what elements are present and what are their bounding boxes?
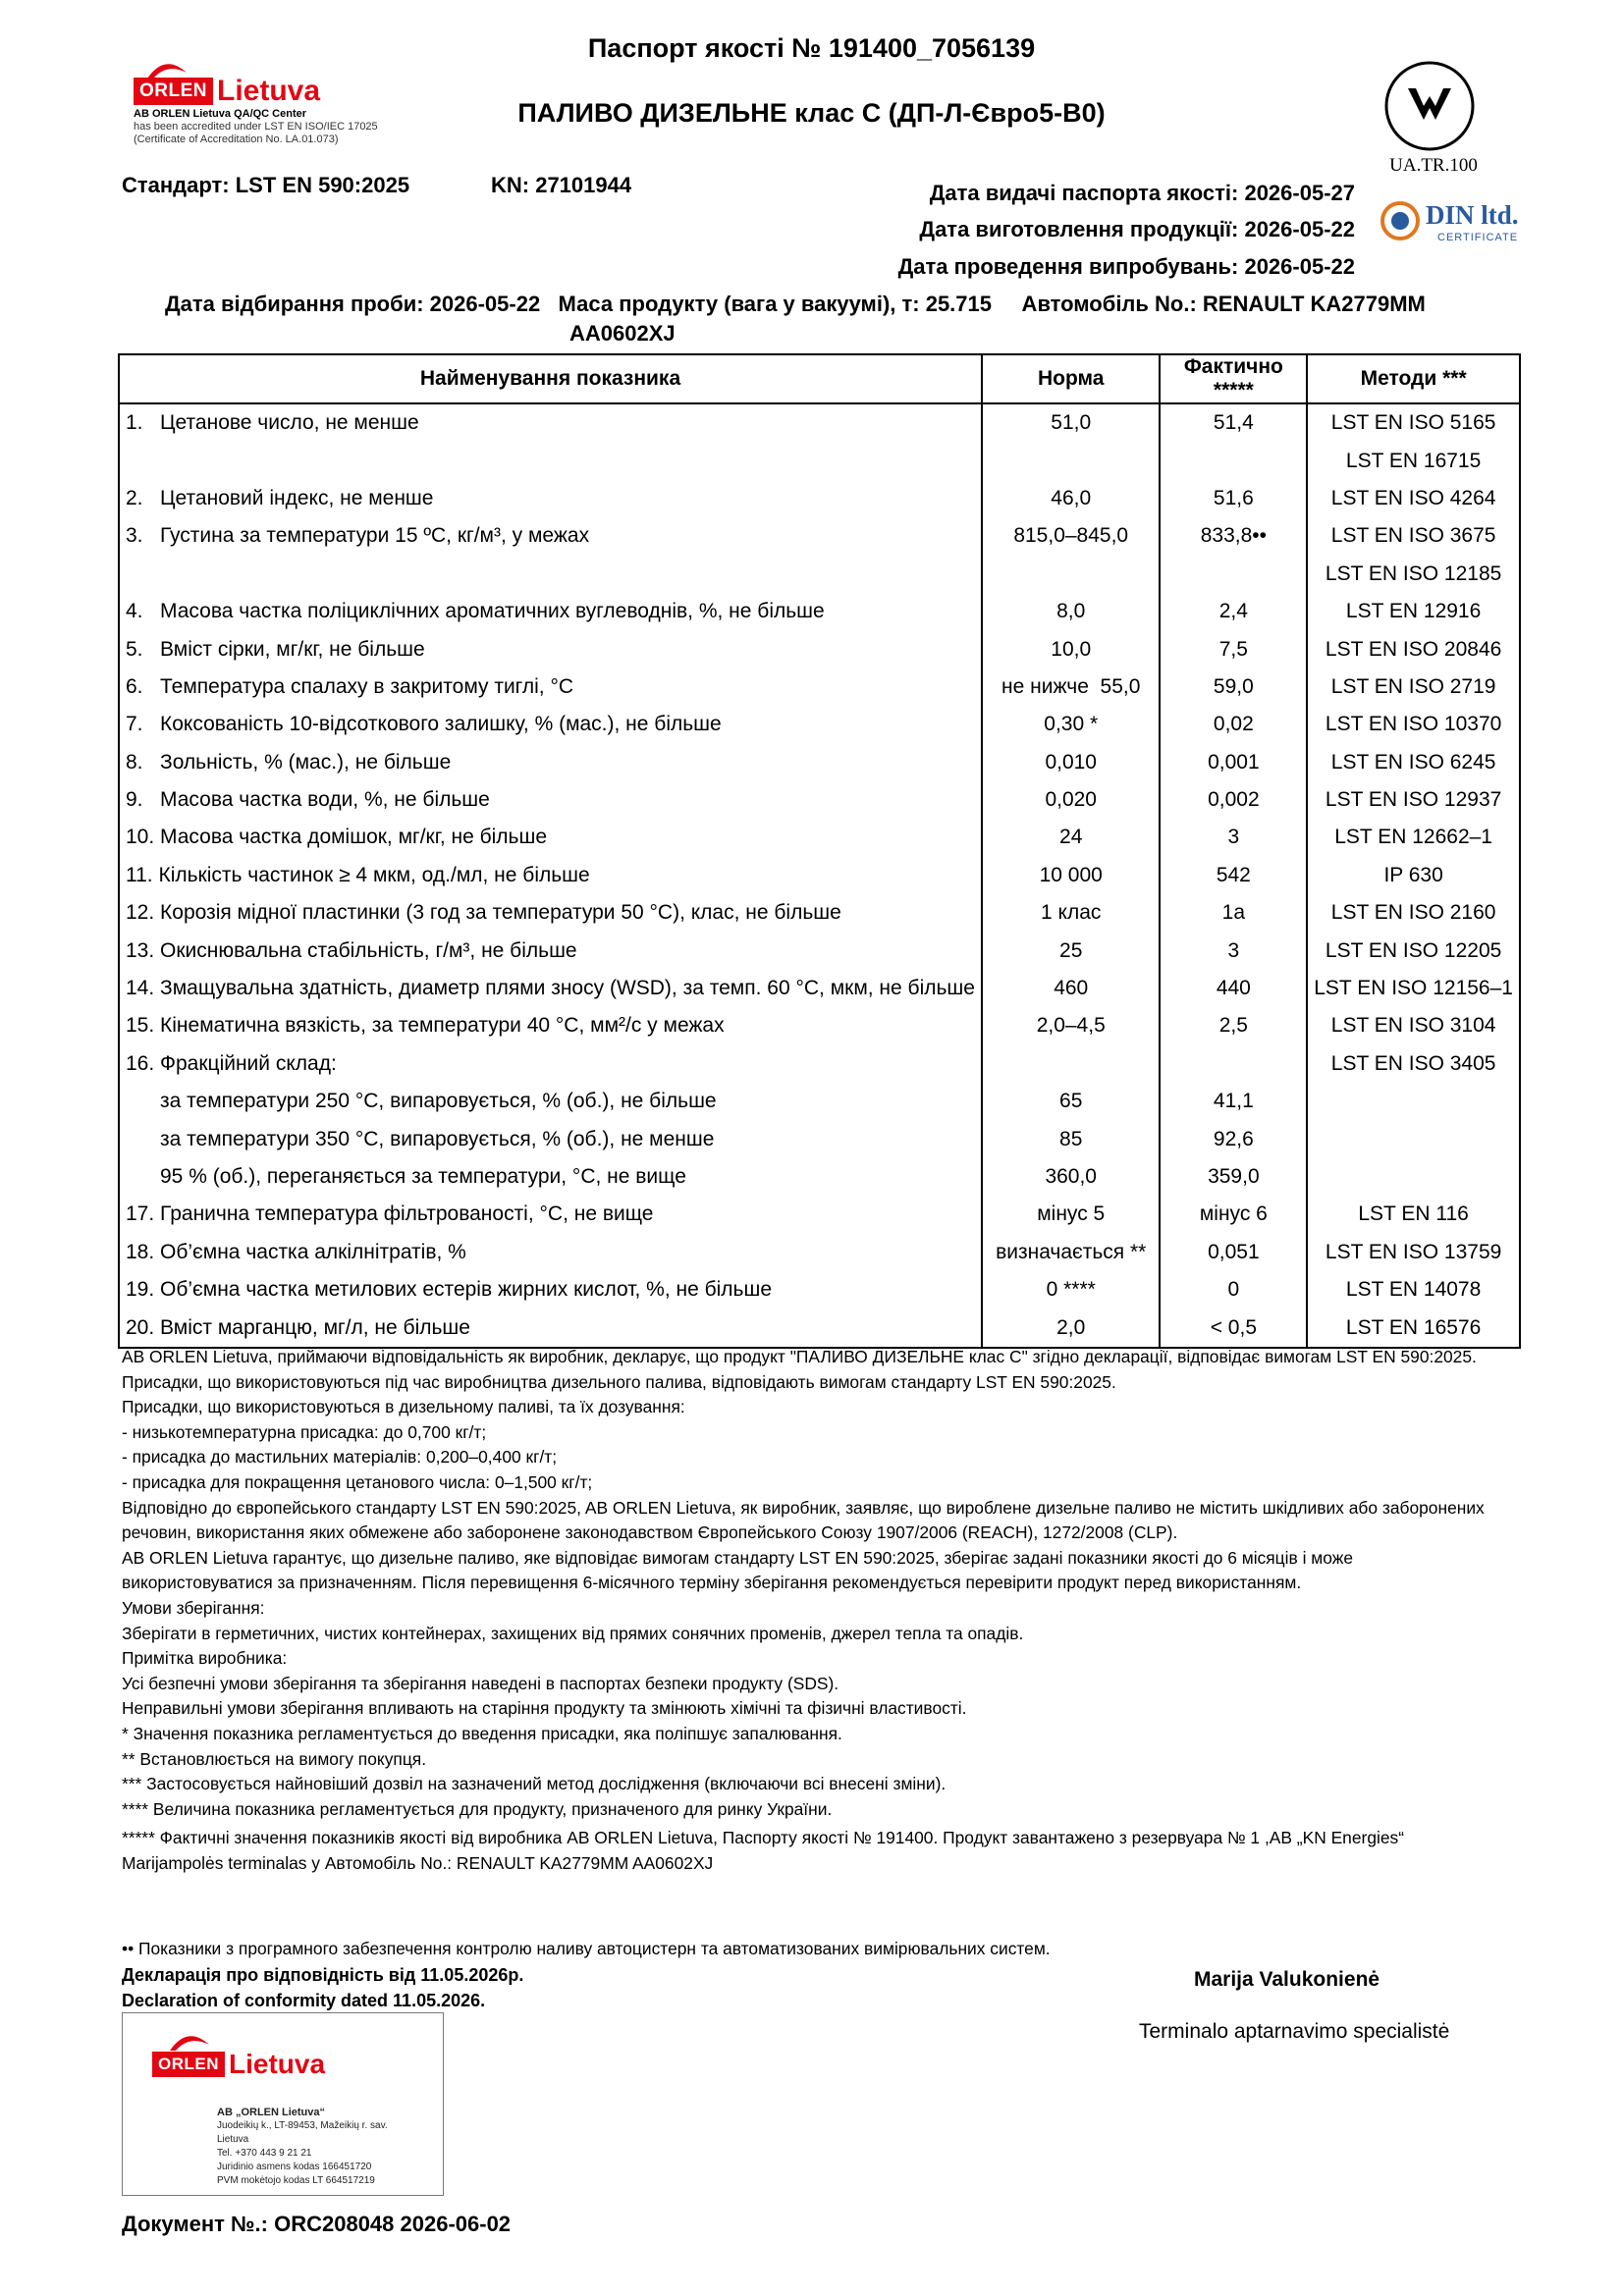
cell-parameter-name: 6. Температура спалаху в закритому тиглі, °C	[119, 668, 982, 706]
column-header-name: Найменування показника	[119, 354, 982, 403]
stamp-address-line: PVM mokėtojo kodas LT 664517219	[217, 2175, 375, 2186]
cell-method: LST EN ISO 3405	[1307, 1045, 1520, 1083]
cell-method: LST EN 12662–1	[1307, 819, 1520, 856]
column-header-actual: Фактично *****	[1160, 354, 1307, 403]
table-row	[119, 819, 1520, 856]
note-line: Присадки, що використовуються в дизельному паливі, та їх дозування:	[122, 1397, 685, 1417]
table-row	[119, 1158, 1520, 1196]
cell-actual: 51,4	[1160, 403, 1307, 442]
din-label: DIN ltd.	[1426, 200, 1519, 230]
cell-parameter-name: 2. Цетановий індекс, не менше	[119, 480, 982, 517]
note-line: - присадка для покращення цетанового числа: 0–1,500 кг/т;	[122, 1471, 593, 1492]
table-row	[119, 480, 1520, 517]
table-row	[119, 932, 1520, 969]
cell-parameter-name: 16. Фракційний склад:	[119, 1045, 982, 1083]
cell-parameter-name: 7. Коксованість 10-відсоткового залишку, % (мас.), не більше	[119, 706, 982, 743]
note-line: Неправильні умови зберігання впливають на старіння продукту та змінюють хімічні та фізичні властивості.	[122, 1698, 967, 1719]
cell-norm: 24	[982, 819, 1161, 856]
product-title: ПАЛИВО ДИЗЕЛЬНЕ клас С (ДП-Л-Євро5-В0)	[517, 98, 1106, 128]
sample-info: Дата відбирання проби: 2026-05-22 Маса продукту (вага у вакуумі), т: 25.715 Автомобіль No.: RENAULT KA2779MM	[165, 292, 1426, 316]
cell-actual: < 0,5	[1160, 1308, 1307, 1347]
company-stamp	[122, 2012, 444, 2196]
cell-actual: 542	[1160, 857, 1307, 894]
din-certificate-icon	[1380, 200, 1421, 241]
table-row	[119, 1308, 1520, 1347]
note-line: ** Встановлюється на вимогу покупця.	[122, 1748, 427, 1769]
cell-actual: 2,5	[1160, 1007, 1307, 1044]
cell-method: LST EN 16576	[1307, 1308, 1520, 1347]
cell-actual: 0,002	[1160, 781, 1307, 819]
cell-parameter-name	[119, 442, 982, 479]
cell-actual: 0,001	[1160, 744, 1307, 781]
stamp-lietuva-wordmark: Lietuva	[229, 2049, 326, 2079]
cell-parameter-name: 3. Густина за температури 15 ºC, кг/м³, у межах	[119, 517, 982, 555]
table-row	[119, 1120, 1520, 1157]
cell-actual: 41,1	[1160, 1083, 1307, 1120]
cell-norm: 815,0–845,0	[982, 517, 1161, 555]
cell-method	[1307, 1083, 1520, 1120]
table-row	[119, 970, 1520, 1007]
cell-parameter-name: 19. Об’ємна частка метилових естерів жирних кислот, %, не більше	[119, 1271, 982, 1308]
stamp-address-line: Juridinio asmens kodas 166451720	[217, 2162, 372, 2172]
cell-parameter-name: 5. Вміст сірки, мг/кг, не більше	[119, 630, 982, 667]
cell-norm: 46,0	[982, 480, 1161, 517]
cell-actual	[1160, 556, 1307, 593]
cell-parameter-name: 13. Окиснювальна стабільність, г/м³, не більше	[119, 932, 982, 969]
cell-norm: 0,020	[982, 781, 1161, 819]
cell-actual: мінус 6	[1160, 1196, 1307, 1233]
cell-norm: 1 клас	[982, 894, 1161, 932]
cell-actual	[1160, 1045, 1307, 1083]
quality-parameters-table	[118, 353, 1521, 1349]
table-row	[119, 781, 1520, 819]
table-row	[119, 857, 1520, 894]
table-row	[119, 593, 1520, 630]
cell-method: LST EN ISO 13759	[1307, 1234, 1520, 1271]
cell-method: LST EN 14078	[1307, 1271, 1520, 1308]
cell-actual: 440	[1160, 970, 1307, 1007]
table-row	[119, 1007, 1520, 1044]
cell-method: LST EN ISO 3675	[1307, 517, 1520, 555]
cell-actual: 833,8••	[1160, 517, 1307, 555]
cell-norm	[982, 1045, 1161, 1083]
declaration-ua: Декларація про відповідність від 11.05.2026р.	[122, 1965, 524, 1985]
cell-norm: 0,010	[982, 744, 1161, 781]
note-line: *** Застосовується найновіший дозвіл на зазначений метод дослідження (включаючи всі внесені зміни).	[122, 1774, 947, 1794]
cell-norm: 0 ****	[982, 1271, 1161, 1308]
table-header-row	[119, 354, 1520, 403]
qa-center-line: AB ORLEN Lietuva QA/QC Center	[134, 108, 307, 120]
cell-norm: 51,0	[982, 403, 1161, 442]
cell-parameter-name: 1. Цетанове число, не менше	[119, 403, 982, 442]
note-line: - присадка до мастильних матеріалів: 0,200–0,400 кг/т;	[122, 1447, 558, 1468]
stamp-address-line: Juodeikių k., LT-89453, Mažeikių r. sav.	[217, 2120, 388, 2131]
cell-norm: 65	[982, 1083, 1161, 1120]
cell-actual	[1160, 442, 1307, 479]
table-row	[119, 1196, 1520, 1233]
cell-norm: 460	[982, 970, 1161, 1007]
cell-parameter-name: 18. Об’ємна частка алкілнітратів, %	[119, 1234, 982, 1271]
cell-method: LST EN ISO 2719	[1307, 668, 1520, 706]
table-row	[119, 442, 1520, 479]
cell-parameter-name: 17. Гранична температура фільтрованості, °C, не вище	[119, 1196, 982, 1233]
cell-norm: 85	[982, 1120, 1161, 1157]
table-row	[119, 517, 1520, 555]
cell-method: LST EN ISO 5165	[1307, 403, 1520, 442]
cell-method: LST EN ISO 2160	[1307, 894, 1520, 932]
cell-method	[1307, 1120, 1520, 1157]
cell-norm: 10,0	[982, 630, 1161, 667]
cell-actual: 0,051	[1160, 1234, 1307, 1271]
cell-method: LST EN ISO 6245	[1307, 744, 1520, 781]
stamp-orlen-wordmark: ORLEN	[152, 2052, 225, 2077]
column-header-methods: Методи ***	[1307, 354, 1520, 403]
table-row	[119, 706, 1520, 743]
note-line: ***** Фактичні значення показників якості від виробника AB ORLEN Lietuva, Паспорту якості № 191400. Продукт завантажено з резервуара № 1 ,AB „KN Energies“	[122, 1828, 1405, 1848]
accreditation-line: has been accredited under LST EN ISO/IEC 17025	[134, 121, 378, 133]
table-row	[119, 1045, 1520, 1083]
cell-parameter-name: 4. Масова частка поліциклічних ароматичних вуглеводнів, %, не більше	[119, 593, 982, 630]
orlen-wordmark: ORLEN	[134, 78, 213, 105]
cell-method: LST EN ISO 4264	[1307, 480, 1520, 517]
cell-parameter-name: 14. Змащувальна здатність, диаметр плями зносу (WSD), за темп. 60 °C, мкм, не більше	[119, 970, 982, 1007]
note-line: * Значення показника регламентується до введення присадки, яка поліпшує запалювання.	[122, 1723, 842, 1743]
cell-norm: 2,0	[982, 1308, 1161, 1347]
cell-actual: 0	[1160, 1271, 1307, 1308]
ua-mark-code: UA.TR.100	[1389, 155, 1478, 176]
table-row	[119, 403, 1520, 442]
table-row	[119, 1234, 1520, 1271]
cell-parameter-name: за температури 250 °C, випаровується, % (об.), не більше	[119, 1083, 982, 1120]
note-line: використовуватися за призначенням. Після перевищення 6-місячного терміну зберігання рекомендується перевірити продукт перед використанням.	[122, 1573, 1302, 1593]
cell-norm	[982, 442, 1161, 479]
sample-info-continued: AA0602XJ	[569, 321, 676, 346]
note-line: **** Величина показника регламентується для продукту, призначеного для ринку України.	[122, 1798, 833, 1819]
signer-title: Terminalo aptarnavimo specialistė	[1139, 2020, 1450, 2043]
note-line: Умови зберігання:	[122, 1597, 265, 1618]
cell-method: LST EN ISO 12937	[1307, 781, 1520, 819]
cell-method: LST EN 16715	[1307, 442, 1520, 479]
document-number: Документ №.: ORC208048 2026-06-02	[122, 2212, 512, 2236]
cell-actual: 2,4	[1160, 593, 1307, 630]
cell-parameter-name: 11. Кількість частинок ≥ 4 мкм, од./мл, не більше	[119, 857, 982, 894]
cell-parameter-name: 20. Вміст марганцю, мг/л, не більше	[119, 1308, 982, 1347]
orlen-logo	[134, 59, 458, 157]
note-line: - низькотемпературна присадка: до 0,700 кг/т;	[122, 1421, 487, 1442]
cell-parameter-name: 95 % (об.), переганяється за температури, °C, не вище	[119, 1158, 982, 1196]
stamp-address-line: Tel. +370 443 9 21 21	[217, 2148, 312, 2159]
cell-norm: визначається **	[982, 1234, 1161, 1271]
cell-method: LST EN ISO 12205	[1307, 932, 1520, 969]
note-line: Відповідно до європейського стандарту LST EN 590:2025, AB ORLEN Lietuva, як виробник, заявляє, що вироблене дизельне паливо не містить шкідливих або заборонених	[122, 1497, 1485, 1518]
ua-conformity-mark-icon	[1382, 59, 1477, 153]
passport-title: Паспорт якості № 191400_7056139	[587, 33, 1036, 63]
cell-method: LST EN ISO 12185	[1307, 556, 1520, 593]
cell-parameter-name: 10. Масова частка домішок, мг/кг, не більше	[119, 819, 982, 856]
table-row	[119, 744, 1520, 781]
declaration-notes	[122, 1345, 1575, 1876]
cell-actual: 3	[1160, 819, 1307, 856]
cell-actual: 51,6	[1160, 480, 1307, 517]
table-row	[119, 894, 1520, 932]
note-line: Усі безпечні умови зберігання та зберігання наведені в паспортах безпеки продукту (SDS).	[122, 1673, 839, 1693]
issue-date: Дата видачі паспорта якості: 2026-05-27	[929, 181, 1355, 205]
cell-parameter-name: за температури 350 °C, випаровується, % (об.), не менше	[119, 1120, 982, 1157]
cell-method: LST EN ISO 10370	[1307, 706, 1520, 743]
cell-norm: 25	[982, 932, 1161, 969]
cell-actual: 7,5	[1160, 630, 1307, 667]
cell-norm	[982, 556, 1161, 593]
cell-norm: 360,0	[982, 1158, 1161, 1196]
cell-actual: 1a	[1160, 894, 1307, 932]
lietuva-wordmark: Lietuva	[217, 75, 321, 107]
note-line: речовин, використання яких обмежене або заборонене законодавством Європейського Союзу 1907/2006 (REACH), 1272/2008 (CLP).	[122, 1522, 1178, 1543]
cell-norm: не нижче 55,0	[982, 668, 1161, 706]
note-line: Marijampolės terminalas у Автомобіль No.: RENAULT KA2779MM AA0602XJ	[122, 1852, 714, 1873]
note-line: Примітка виробника:	[122, 1648, 288, 1669]
stamp-company: AB „ORLEN Lietuva“	[217, 2107, 326, 2118]
signer-name: Marija Valukonienė	[1194, 1968, 1380, 1991]
standard-label: Стандарт: LST EN 590:2025	[122, 173, 410, 197]
note-line: Присадки, що використовуються під час виробництва дизельного палива, відповідають вимогам стандарту LST EN 590:2025.	[122, 1371, 1116, 1392]
certificate-line: (Certificate of Accreditation No. LA.01.073)	[134, 133, 339, 145]
cell-method: LST EN ISO 12156–1	[1307, 970, 1520, 1007]
cell-method	[1307, 1158, 1520, 1196]
note-line: AB ORLEN Lietuva, приймаючи відповідальність як виробник, декларує, що продукт "ПАЛИВО ДИЗЕЛЬНЕ клас С" згідно декларації, відповідає вимогам LST EN 590:2025.	[122, 1347, 1477, 1366]
cell-parameter-name	[119, 556, 982, 593]
note-line: AB ORLEN Lietuva гарантує, що дизельне паливо, яке відповідає вимогам стандарту LST EN 590:2025, зберігає задані показники якості до 6 місяців і може	[122, 1547, 1354, 1568]
cell-norm: 0,30 *	[982, 706, 1161, 743]
cell-method: LST EN 116	[1307, 1196, 1520, 1233]
cell-actual: 59,0	[1160, 668, 1307, 706]
manufacture-date: Дата виготовлення продукції: 2026-05-22	[919, 217, 1355, 241]
cell-norm: 2,0–4,5	[982, 1007, 1161, 1044]
cell-method: IP 630	[1307, 857, 1520, 894]
cell-norm: мінус 5	[982, 1196, 1161, 1233]
table-row	[119, 1083, 1520, 1120]
cell-parameter-name: 8. Зольність, % (мас.), не більше	[119, 744, 982, 781]
cell-method: LST EN 12916	[1307, 593, 1520, 630]
kn-code: KN: 27101944	[491, 173, 632, 197]
automated-values-note: •• Показники з програмного забезпечення контролю наливу автоцистерн та автоматизованих вимірювальних систем.	[122, 1939, 1051, 1958]
column-header-norm: Норма	[982, 354, 1161, 403]
cell-actual: 92,6	[1160, 1120, 1307, 1157]
cell-method: LST EN ISO 3104	[1307, 1007, 1520, 1044]
table-row	[119, 556, 1520, 593]
cell-actual: 3	[1160, 932, 1307, 969]
cell-parameter-name: 9. Масова частка води, %, не більше	[119, 781, 982, 819]
din-sublabel: CERTIFICATE	[1437, 232, 1519, 243]
note-line: Зберігати в герметичних, чистих контейнерах, захищених від прямих сонячних променів, джерел тепла та опадів.	[122, 1623, 1024, 1643]
stamp-address-line: Lietuva	[217, 2134, 249, 2145]
cell-norm: 10 000	[982, 857, 1161, 894]
table-row	[119, 668, 1520, 706]
cell-actual: 0,02	[1160, 706, 1307, 743]
table-row	[119, 1271, 1520, 1308]
test-date: Дата проведення випробувань: 2026-05-22	[897, 254, 1355, 279]
cell-actual: 359,0	[1160, 1158, 1307, 1196]
cell-method: LST EN ISO 20846	[1307, 630, 1520, 667]
cell-norm: 8,0	[982, 593, 1161, 630]
cell-parameter-name: 15. Кінематична вязкість, за температури 40 °C, мм²/с у межах	[119, 1007, 982, 1044]
cell-parameter-name: 12. Корозія мідної пластинки (3 год за температури 50 °C), клас, не більше	[119, 894, 982, 932]
table-row	[119, 630, 1520, 667]
declaration-en: Declaration of conformity dated 11.05.2026.	[122, 1991, 486, 2010]
